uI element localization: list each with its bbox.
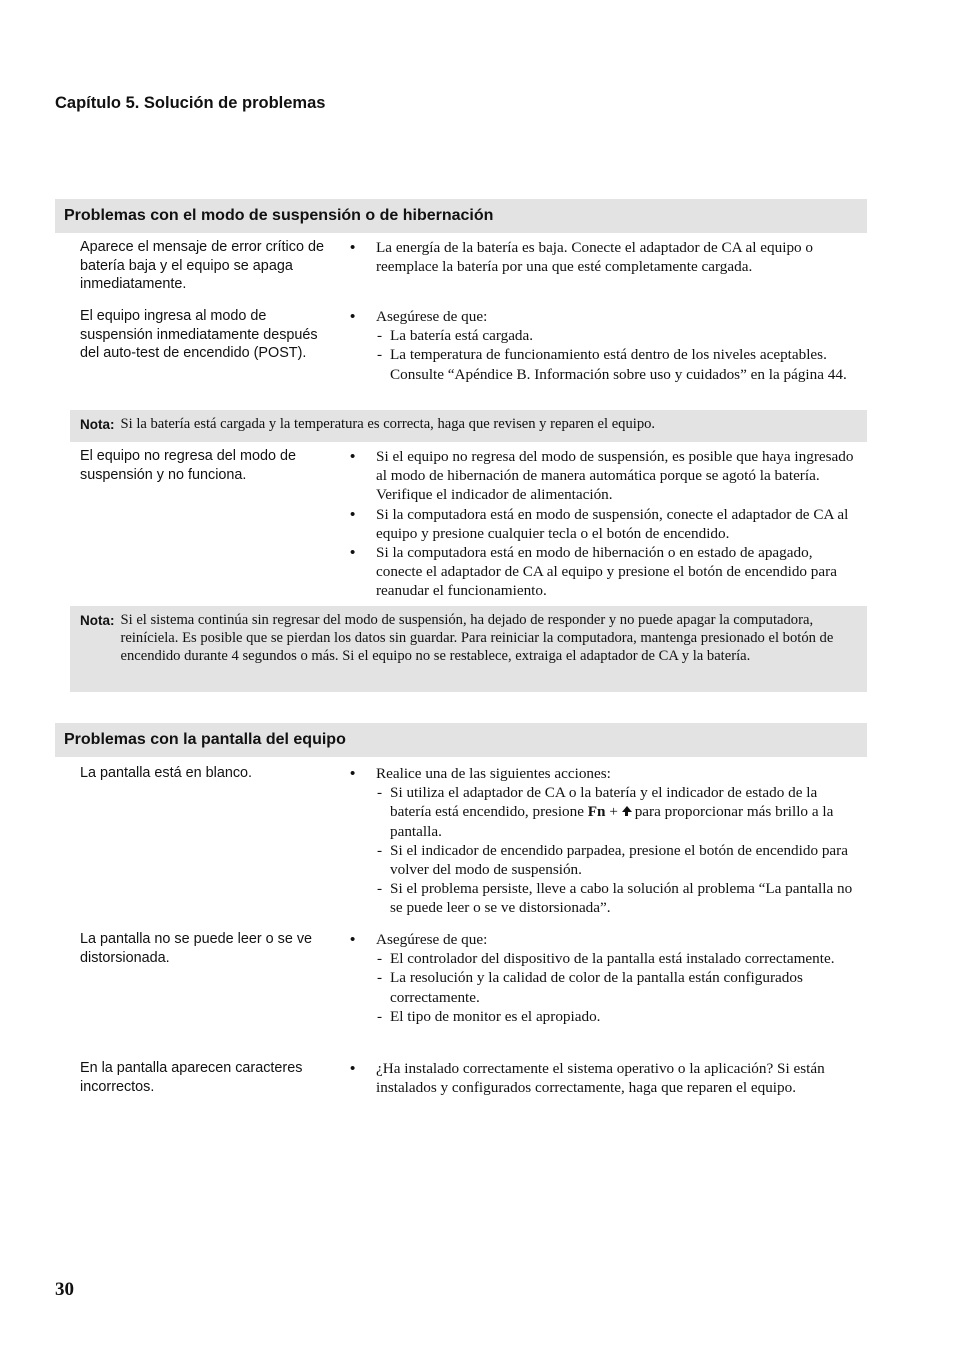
bullet-item: • La energía de la batería es baja. Conecte el adaptador de CA al equipo o reemplace la batería por una que esté completamente cargada. xyxy=(350,238,862,276)
note-box xyxy=(70,606,867,692)
brightness-up-icon xyxy=(622,806,632,812)
dash-item: - El controlador del dispositivo de la pantalla está instalado correctamente. xyxy=(350,949,862,968)
section-title-display: Problemas con la pantalla del equipo xyxy=(55,723,867,757)
solution-suspension-after-post xyxy=(350,307,862,384)
dash-item: - La temperatura de funcionamiento está dentro de los niveles aceptables. Consulte “Apéndice B. Información sobre uso y cuidados” en la página 44. xyxy=(350,345,862,383)
solution-blank-screen xyxy=(350,764,862,918)
dash-item: - La batería está cargada. xyxy=(350,326,862,345)
bullet-item: • Si la computadora está en modo de hibernación o en estado de apagado, conecte el adaptador de CA al equipo y presione el botón de encendido para reanudar el funcionamiento. xyxy=(350,543,862,601)
problem-no-resume: El equipo no regresa del modo de suspensión y no funciona. xyxy=(80,448,297,483)
dash-item: - La resolución y la calidad de color de la pantalla están configurados correctamente. xyxy=(350,968,862,1006)
fn-key: Fn xyxy=(587,803,606,821)
solution-wrong-characters xyxy=(350,1059,862,1097)
note-label: Nota: xyxy=(80,613,115,628)
bullet-item: • Si la computadora está en modo de suspensión, conecte el adaptador de CA al equipo y presione cualquier tecla o el botón de encendido. xyxy=(350,505,862,543)
chapter-title: Capítulo 5. Solución de problemas xyxy=(55,94,326,112)
problem-critical-battery: Aparece el mensaje de error crítico de batería baja y el equipo se apaga inmediatamente. xyxy=(80,239,324,292)
dash-text: para proporcionar más brillo a la pantalla. xyxy=(390,803,834,840)
dash-item: - El tipo de monitor es el apropiado. xyxy=(350,1007,862,1026)
problem-wrong-characters: En la pantalla aparecen caracteres incorrectos. xyxy=(80,1060,303,1095)
note-label: Nota: xyxy=(80,417,115,432)
bullet-item: • Asegúrese de que: xyxy=(350,930,862,949)
note-text: Si la batería está cargada y la temperatura es correcta, haga que revisen y reparen el equipo. xyxy=(120,416,656,432)
solution-critical-battery xyxy=(350,238,862,276)
bullet-item: • Asegúrese de que: xyxy=(350,307,862,326)
bullet-item: • ¿Ha instalado correctamente el sistema operativo o la aplicación? Si están instalados y configurados correctamente, haga que reparen el equipo. xyxy=(350,1059,862,1097)
dash-text: Si utiliza el adaptador de CA o la batería y el indicador de estado de la batería está encendido, presione xyxy=(390,784,818,821)
dash-item xyxy=(350,783,862,841)
solution-distorted-screen xyxy=(350,930,862,1026)
page-number: 30 xyxy=(55,1279,74,1300)
note-box xyxy=(70,410,867,442)
bullet-item: • Si el equipo no regresa del modo de suspensión, es posible que haya ingresado al modo de hibernación de manera automática porque se agotó la batería. Verifique el indicador de alimentación. xyxy=(350,447,862,505)
note-text: Si el sistema continúa sin regresar del modo de suspensión, ha dejado de responder y no puede apagar la computadora, reiníciela. Es posible que se pierdan los datos sin guardar. Para reiniciar la computadora, mantenga presionado el botón de encendido durante 4 segundos o más. Si el equipo no se restablece, extraiga el adaptador de CA y la batería. xyxy=(120,612,834,665)
solution-no-resume xyxy=(350,447,862,601)
problem-suspension-after-post: El equipo ingresa al modo de suspensión inmediatamente después del auto-test de encendido (POST). xyxy=(80,308,318,361)
dash-item: - Si el indicador de encendido parpadea, presione el botón de encendido para volver del modo de suspensión. xyxy=(350,841,862,879)
problem-blank-screen: La pantalla está en blanco. xyxy=(80,765,253,781)
problem-distorted-screen: La pantalla no se puede leer o se ve distorsionada. xyxy=(80,931,313,966)
dash-item: - Si el problema persiste, lleve a cabo la solución al problema “La pantalla no se puede leer o se ve distorsionada”. xyxy=(350,879,862,917)
plus-sign: + xyxy=(605,803,622,821)
bullet-item: • Realice una de las siguientes acciones: xyxy=(350,764,862,783)
section-title-suspension: Problemas con el modo de suspensión o de hibernación xyxy=(55,199,867,233)
